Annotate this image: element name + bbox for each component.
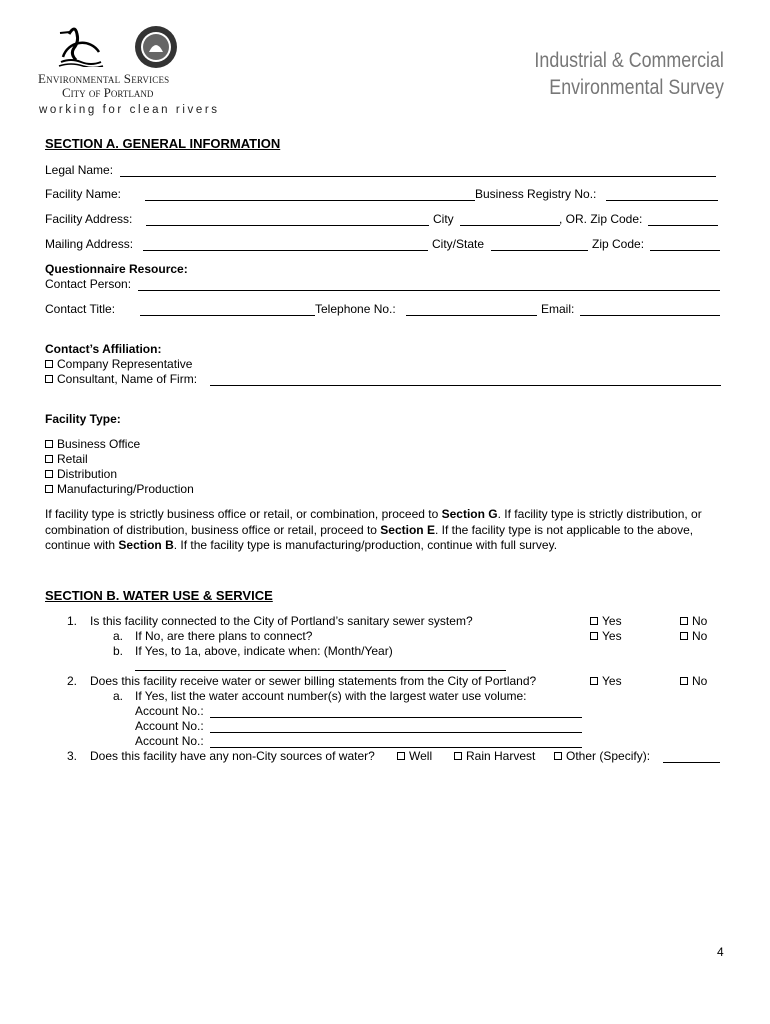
q1b-text: If Yes, to 1a, above, indicate when: (Month/Year) [135, 644, 393, 658]
legal-name-label: Legal Name: [45, 163, 114, 177]
q1a-yes-option[interactable] [590, 629, 622, 643]
q1-number: 1. [67, 614, 78, 628]
q3-text: Does this facility have any non-City sources of water? [90, 749, 375, 763]
instruction-text: If facility type is strictly business office or retail, or combination, proceed to [45, 507, 442, 521]
yes-label: Yes [602, 614, 622, 628]
section-b-heading: SECTION B. WATER USE & SERVICE [45, 588, 273, 603]
account-no-field-2[interactable] [210, 732, 582, 733]
q2a-text: If Yes, list the water account number(s) with the largest water use volume: [135, 689, 527, 703]
contact-person-field[interactable] [138, 290, 720, 291]
q1-yes-option[interactable] [590, 614, 622, 628]
affiliation-company-option[interactable] [45, 357, 192, 371]
q1a-number: a. [113, 629, 124, 643]
account-no-label: Account No.: [135, 719, 204, 733]
q1b-number: b. [113, 644, 124, 658]
contact-title-field[interactable] [140, 315, 315, 316]
checkbox-icon[interactable] [454, 752, 462, 760]
section-b-ref: Section B [118, 538, 174, 552]
checkbox-icon[interactable] [680, 677, 688, 685]
q2-yes-option[interactable] [590, 674, 622, 688]
affiliation-company-label: Company Representative [57, 357, 193, 371]
facility-type-business-office[interactable] [45, 437, 140, 451]
zip-code-label: Zip Code: [592, 237, 645, 251]
checkbox-icon[interactable] [590, 677, 598, 685]
seal-icon [133, 24, 179, 70]
other-label: Other (Specify): [566, 749, 651, 763]
business-registry-field[interactable] [606, 200, 718, 201]
facility-name-label: Facility Name: [45, 187, 122, 201]
q1a-text: If No, are there plans to connect? [135, 629, 313, 643]
affiliation-consultant-label: Consultant, Name of Firm: [57, 372, 198, 386]
q3-rain-harvest-option[interactable] [454, 749, 535, 763]
org-name-line1: Environmental Services [38, 71, 170, 86]
page-title [535, 47, 724, 101]
account-no-label: Account No.: [135, 734, 204, 748]
facility-name-field[interactable] [145, 200, 475, 201]
affiliation-heading: Contact’s Affiliation: [45, 342, 162, 356]
org-name-line2: City of Portland [62, 85, 154, 100]
mailing-address-field[interactable] [143, 250, 428, 251]
checkbox-icon[interactable] [45, 440, 53, 448]
facility-zip-field[interactable] [648, 225, 718, 226]
facility-type-label: Business Office [57, 437, 141, 451]
checkbox-icon[interactable] [590, 617, 598, 625]
legal-name-field[interactable] [120, 176, 716, 177]
q3-other-option[interactable] [554, 749, 650, 763]
section-e-ref: Section E [380, 522, 435, 537]
checkbox-icon[interactable] [45, 485, 53, 493]
q2-no-option[interactable] [680, 674, 707, 688]
no-label: No [692, 629, 708, 643]
or-zip-label: , OR. Zip Code: [559, 212, 643, 226]
facility-type-label: Distribution [57, 467, 118, 481]
well-label: Well [409, 749, 433, 763]
facility-type-instructions [45, 507, 725, 554]
city-state-field[interactable] [491, 250, 588, 251]
instruction-text: . If the facility type is not applicable to the above, continue with [45, 522, 694, 552]
affiliation-consultant-option[interactable] [45, 372, 197, 386]
rain-harvest-label: Rain Harvest [466, 749, 536, 763]
telephone-field[interactable] [406, 315, 537, 316]
facility-address-field[interactable] [146, 225, 429, 226]
instruction-text: . If facility type is strictly distribution, or combination of distribution, business office or retail, proceed to [45, 507, 702, 537]
q3-well-option[interactable] [397, 749, 432, 763]
city-label: City [433, 212, 454, 226]
q1-text: Is this facility connected to the City of Portland’s sanitary sewer system? [90, 614, 473, 628]
no-label: No [692, 614, 708, 628]
contact-person-label: Contact Person: [45, 277, 132, 291]
no-label: No [692, 674, 708, 688]
questionnaire-resource-heading: Questionnaire Resource: [45, 262, 188, 276]
checkbox-icon[interactable] [680, 632, 688, 640]
consultant-firm-field[interactable] [210, 385, 721, 386]
facility-type-distribution[interactable] [45, 467, 117, 481]
city-state-label: City/State [432, 237, 485, 251]
facility-type-label: Manufacturing/Production [57, 482, 194, 496]
facility-type-heading: Facility Type: [45, 412, 121, 426]
account-no-field-3[interactable] [210, 747, 582, 748]
title-line1: Industrial & Commercial [534, 49, 724, 72]
logo-heron [55, 22, 105, 67]
tagline: working for clean rivers [39, 104, 220, 116]
q1-no-option[interactable] [680, 614, 707, 628]
business-registry-label: Business Registry No.: [475, 187, 597, 201]
q2-text: Does this facility receive water or sewer billing statements from the City of Portland? [90, 674, 537, 688]
q3-other-field[interactable] [663, 762, 720, 763]
mailing-address-label: Mailing Address: [45, 237, 134, 251]
email-label: Email: [541, 302, 575, 316]
telephone-label: Telephone No.: [315, 302, 396, 316]
yes-label: Yes [602, 629, 622, 643]
checkbox-icon[interactable] [680, 617, 688, 625]
mailing-zip-field[interactable] [650, 250, 720, 251]
city-seal [133, 24, 179, 70]
instruction-text: . If the facility type is manufacturing/production, continue with full survey. [173, 538, 558, 552]
account-no-label: Account No.: [135, 704, 204, 718]
section-g-ref: Section G [441, 507, 498, 521]
email-field[interactable] [580, 315, 720, 316]
q3-number: 3. [67, 749, 78, 763]
checkbox-icon[interactable] [590, 632, 598, 640]
q2a-number: a. [113, 689, 124, 703]
q1a-no-option[interactable] [680, 629, 707, 643]
facility-type-manufacturing[interactable] [45, 482, 194, 496]
checkbox-icon[interactable] [45, 455, 53, 463]
contact-title-label: Contact Title: [45, 302, 116, 316]
yes-label: Yes [602, 674, 622, 688]
facility-type-label: Retail [57, 452, 88, 466]
checkbox-icon[interactable] [45, 470, 53, 478]
facility-type-retail[interactable] [45, 452, 88, 466]
q1b-date-field[interactable] [135, 670, 506, 671]
section-a-heading: SECTION A. GENERAL INFORMATION [45, 136, 281, 151]
title-line2: Environmental Survey [549, 76, 724, 99]
facility-address-label: Facility Address: [45, 212, 133, 226]
checkbox-icon[interactable] [45, 375, 53, 383]
checkbox-icon[interactable] [397, 752, 405, 760]
q2-number: 2. [67, 674, 78, 688]
heron-icon [55, 22, 105, 67]
page-number: 4 [717, 945, 724, 959]
city-field[interactable] [460, 225, 560, 226]
checkbox-icon[interactable] [554, 752, 562, 760]
account-no-field-1[interactable] [210, 717, 582, 718]
checkbox-icon[interactable] [45, 360, 53, 368]
